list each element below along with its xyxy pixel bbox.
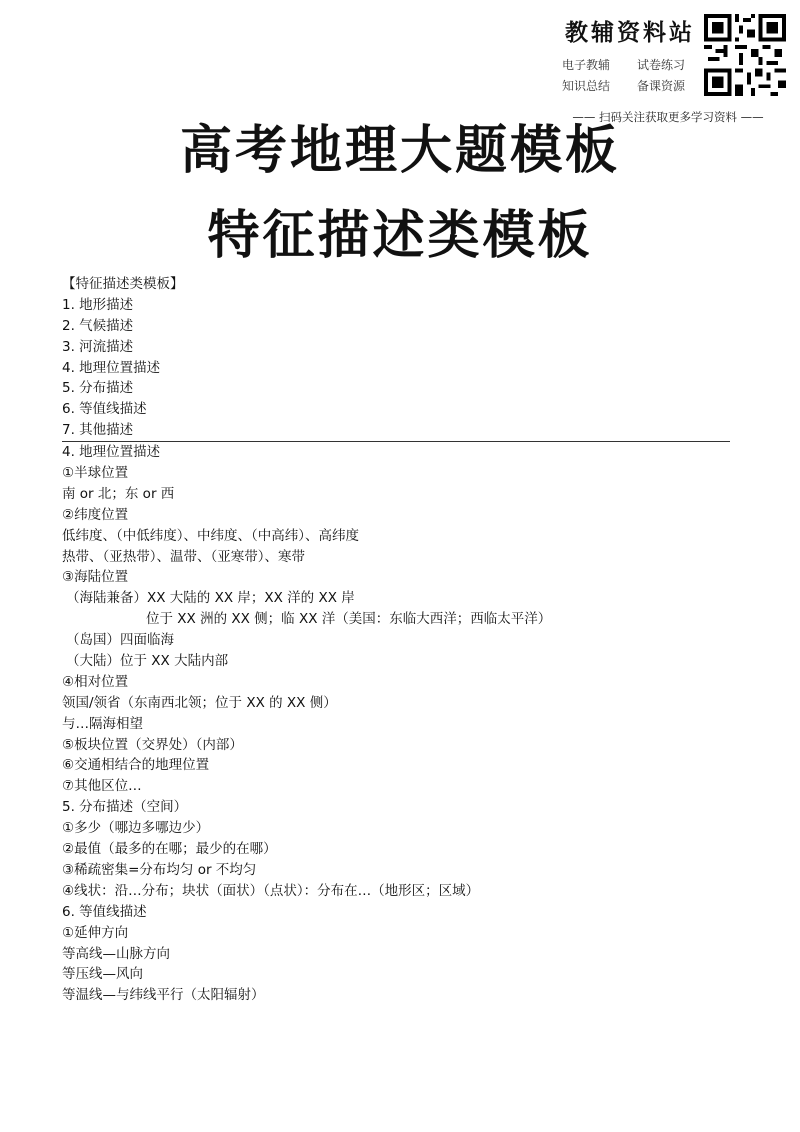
brand-title: 教辅资料站 [565,20,695,46]
body-line: 低纬度、（中低纬度）、中纬度、（中高纬）、高纬度 [62,527,359,544]
toc-item: 7. 其他描述 [62,420,730,442]
subsection-heading: ①半球位置 [62,465,129,482]
section-heading: 4. 地理位置描述 [62,444,161,461]
toc-heading: 【特征描述类模板】 [62,276,184,292]
toc-item: 5. 分布描述 [62,380,134,397]
subsection-heading: ③稀疏密集=分布均匀 or 不均匀 [62,861,257,878]
brand-link-summaries: 知识总结 [562,79,611,93]
body-line: 领国/领省（东南西北领；位于 XX 的 XX 侧） [62,694,337,711]
subsection-heading: ⑥交通相结合的地理位置 [62,757,210,774]
brand-links [562,56,698,94]
toc-item: 4. 地理位置描述 [62,359,161,376]
toc-item: 6. 等值线描述 [62,401,147,418]
subsection-heading: ②纬度位置 [62,506,129,523]
body-line: 位于 XX 洲的 XX 侧；临 XX 洋（美国：东临大西洋；西临太平洋） [146,611,552,628]
body-line: 南 or 北；东 or 西 [62,485,175,502]
subsection-heading: ④相对位置 [62,673,129,690]
body-line: （大陆）位于 XX 大陆内部 [66,653,229,670]
body-line: 等高线—山脉方向 [62,945,170,962]
qr-code-icon [704,14,786,96]
section-heading: 6. 等值线描述 [62,903,147,920]
subsection-heading: ②最值（最多的在哪；最少的在哪） [62,841,277,858]
document-body [62,274,732,1006]
subsection-heading: ③海陆位置 [62,569,129,586]
brand-link-exercises: 试卷练习 [637,58,686,72]
toc-item: 3. 河流描述 [62,338,134,355]
section-heading: 5. 分布描述（空间） [62,799,188,816]
toc-item: 1. 地形描述 [62,296,134,313]
brand-link-ebooks: 电子教辅 [562,58,611,72]
toc-item: 2. 气候描述 [62,317,134,334]
page-title: 高考地理大题模板 [179,121,620,181]
subsection-heading: ④线状：沿…分布；块状（面状）（点状）：分布在…（地形区；区域） [62,882,480,899]
scan-prompt: —— 扫码关注获取更多学习资料 —— [572,110,764,124]
subsection-heading: ⑤板块位置（交界处）（内部） [62,736,243,753]
body-line: 等温线—与纬线平行（太阳辐射） [62,987,265,1004]
body-line: （海陆兼备）XX 大陆的 XX 岸；XX 洋的 XX 岸 [66,590,355,607]
body-line: （岛国）四面临海 [66,632,174,649]
subsection-heading: ⑦其他区位… [62,778,142,795]
subsection-heading: ①延伸方向 [62,924,129,941]
subsection-heading: ①多少（哪边多哪边少） [62,820,210,837]
brand-link-resources: 备课资源 [637,79,686,93]
body-line: 等压线—风向 [62,966,143,983]
body-line: 热带、（亚热带）、温带、（亚寒带）、寒带 [62,548,305,565]
page-subtitle: 特征描述类模板 [207,206,593,266]
body-line: 与…隔海相望 [62,715,143,732]
